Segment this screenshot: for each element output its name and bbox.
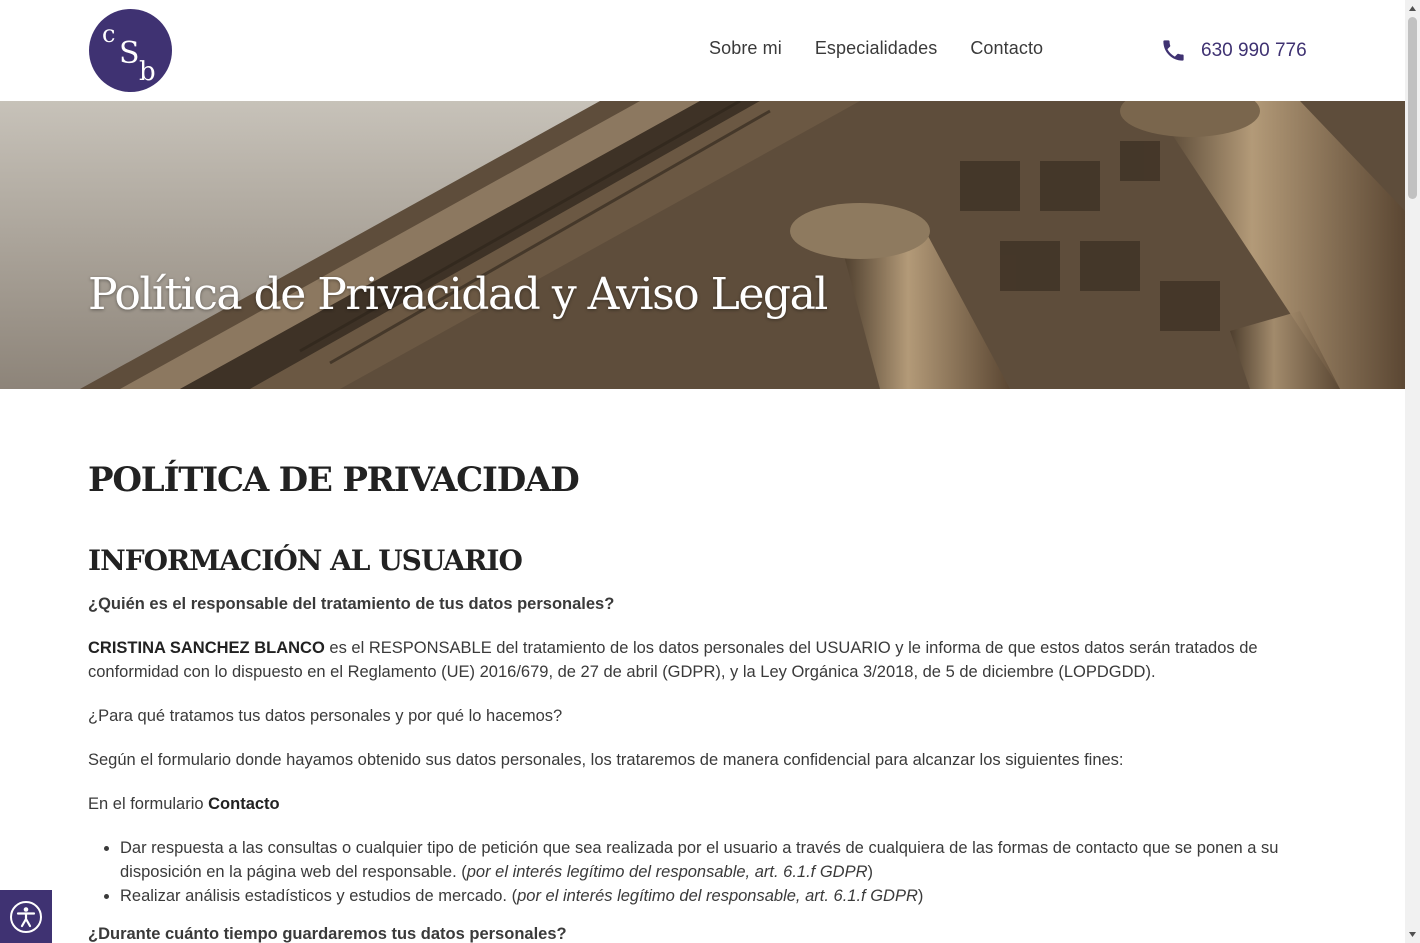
nav-sobre-mi[interactable]: Sobre mi (709, 38, 782, 58)
nav-especialidades[interactable]: Especialidades (814, 38, 938, 58)
phone-icon (1160, 37, 1187, 64)
scrollbar[interactable] (1405, 0, 1420, 943)
responsable-name: CRISTINA SANCHEZ BLANCO (88, 639, 325, 657)
logo-letter-b: b (139, 57, 156, 87)
scroll-up-arrow[interactable] (1405, 0, 1420, 17)
main-content (88, 460, 1328, 943)
question-responsable: ¿Quién es el responsable del tratamiento de tus datos personales? (88, 595, 615, 613)
list-item-text: Dar respuesta a las consultas o cualquier tipo de petición que sea realizada por el usuario a través de cualquiera de las formas de contacto que se ponen a su disposición en la página web del responsable. ( (120, 839, 1279, 881)
section-heading: INFORMACIÓN AL USUARIO (88, 544, 522, 577)
logo-letter-c: c (102, 20, 116, 48)
question-duracion: ¿Durante cuánto tiempo guardaremos tus datos personales? (88, 925, 567, 943)
list-item (120, 884, 1328, 908)
paragraph-responsable (88, 636, 1328, 684)
main-nav (709, 38, 1043, 59)
paragraph-formulario (88, 792, 1328, 816)
nav-contacto[interactable]: Contacto (970, 38, 1044, 58)
accessibility-icon (9, 900, 43, 934)
site-header (0, 0, 1405, 101)
phone-number: 630 990 776 (1201, 39, 1307, 61)
logo-letter-s: S (119, 36, 140, 71)
hero-banner (0, 101, 1405, 389)
purpose-list (88, 836, 1328, 908)
page-heading: POLÍTICA DE PRIVACIDAD (88, 460, 579, 500)
logo[interactable] (89, 9, 172, 92)
list-item-end: ) (917, 887, 924, 905)
scroll-thumb[interactable] (1408, 17, 1417, 199)
list-item-legal-basis: por el interés legítimo del responsable, art. 6.1.f GDPR (517, 887, 918, 905)
formulario-bold: Contacto (208, 795, 280, 813)
hero-title: Política de Privacidad y Aviso Legal (88, 269, 827, 320)
question-finalidad: ¿Para qué tratamos tus datos personales y por qué lo hacemos? (88, 707, 563, 725)
hero-background-image (0, 101, 1405, 389)
list-item-text: Realizar análisis estadísticos y estudios de mercado. ( (120, 887, 518, 905)
responsable-text: es el RESPONSABLE del tratamiento de los datos personales del USUARIO y le informa de que estos datos serán tratados de conformidad con lo dispuesto en el Reglamento (UE) 2016/679, de 27 de abril (GDPR), y la Ley Orgánica 3/2018, de 5 de diciembre (LOPDGDD). (88, 639, 1258, 681)
list-item-end: ) (867, 863, 874, 881)
formulario-text: En el formulario (88, 795, 209, 813)
scroll-down-arrow[interactable] (1405, 926, 1420, 943)
phone-link[interactable] (1160, 37, 1307, 64)
list-item (120, 836, 1328, 884)
list-item-legal-basis: por el interés legítimo del responsable, art. 6.1.f GDPR (466, 863, 868, 881)
accessibility-button[interactable] (0, 890, 52, 943)
paragraph-finalidad: Según el formulario donde hayamos obtenido sus datos personales, los trataremos de manera confidencial para alcanzar los siguientes fines: (88, 751, 1124, 769)
